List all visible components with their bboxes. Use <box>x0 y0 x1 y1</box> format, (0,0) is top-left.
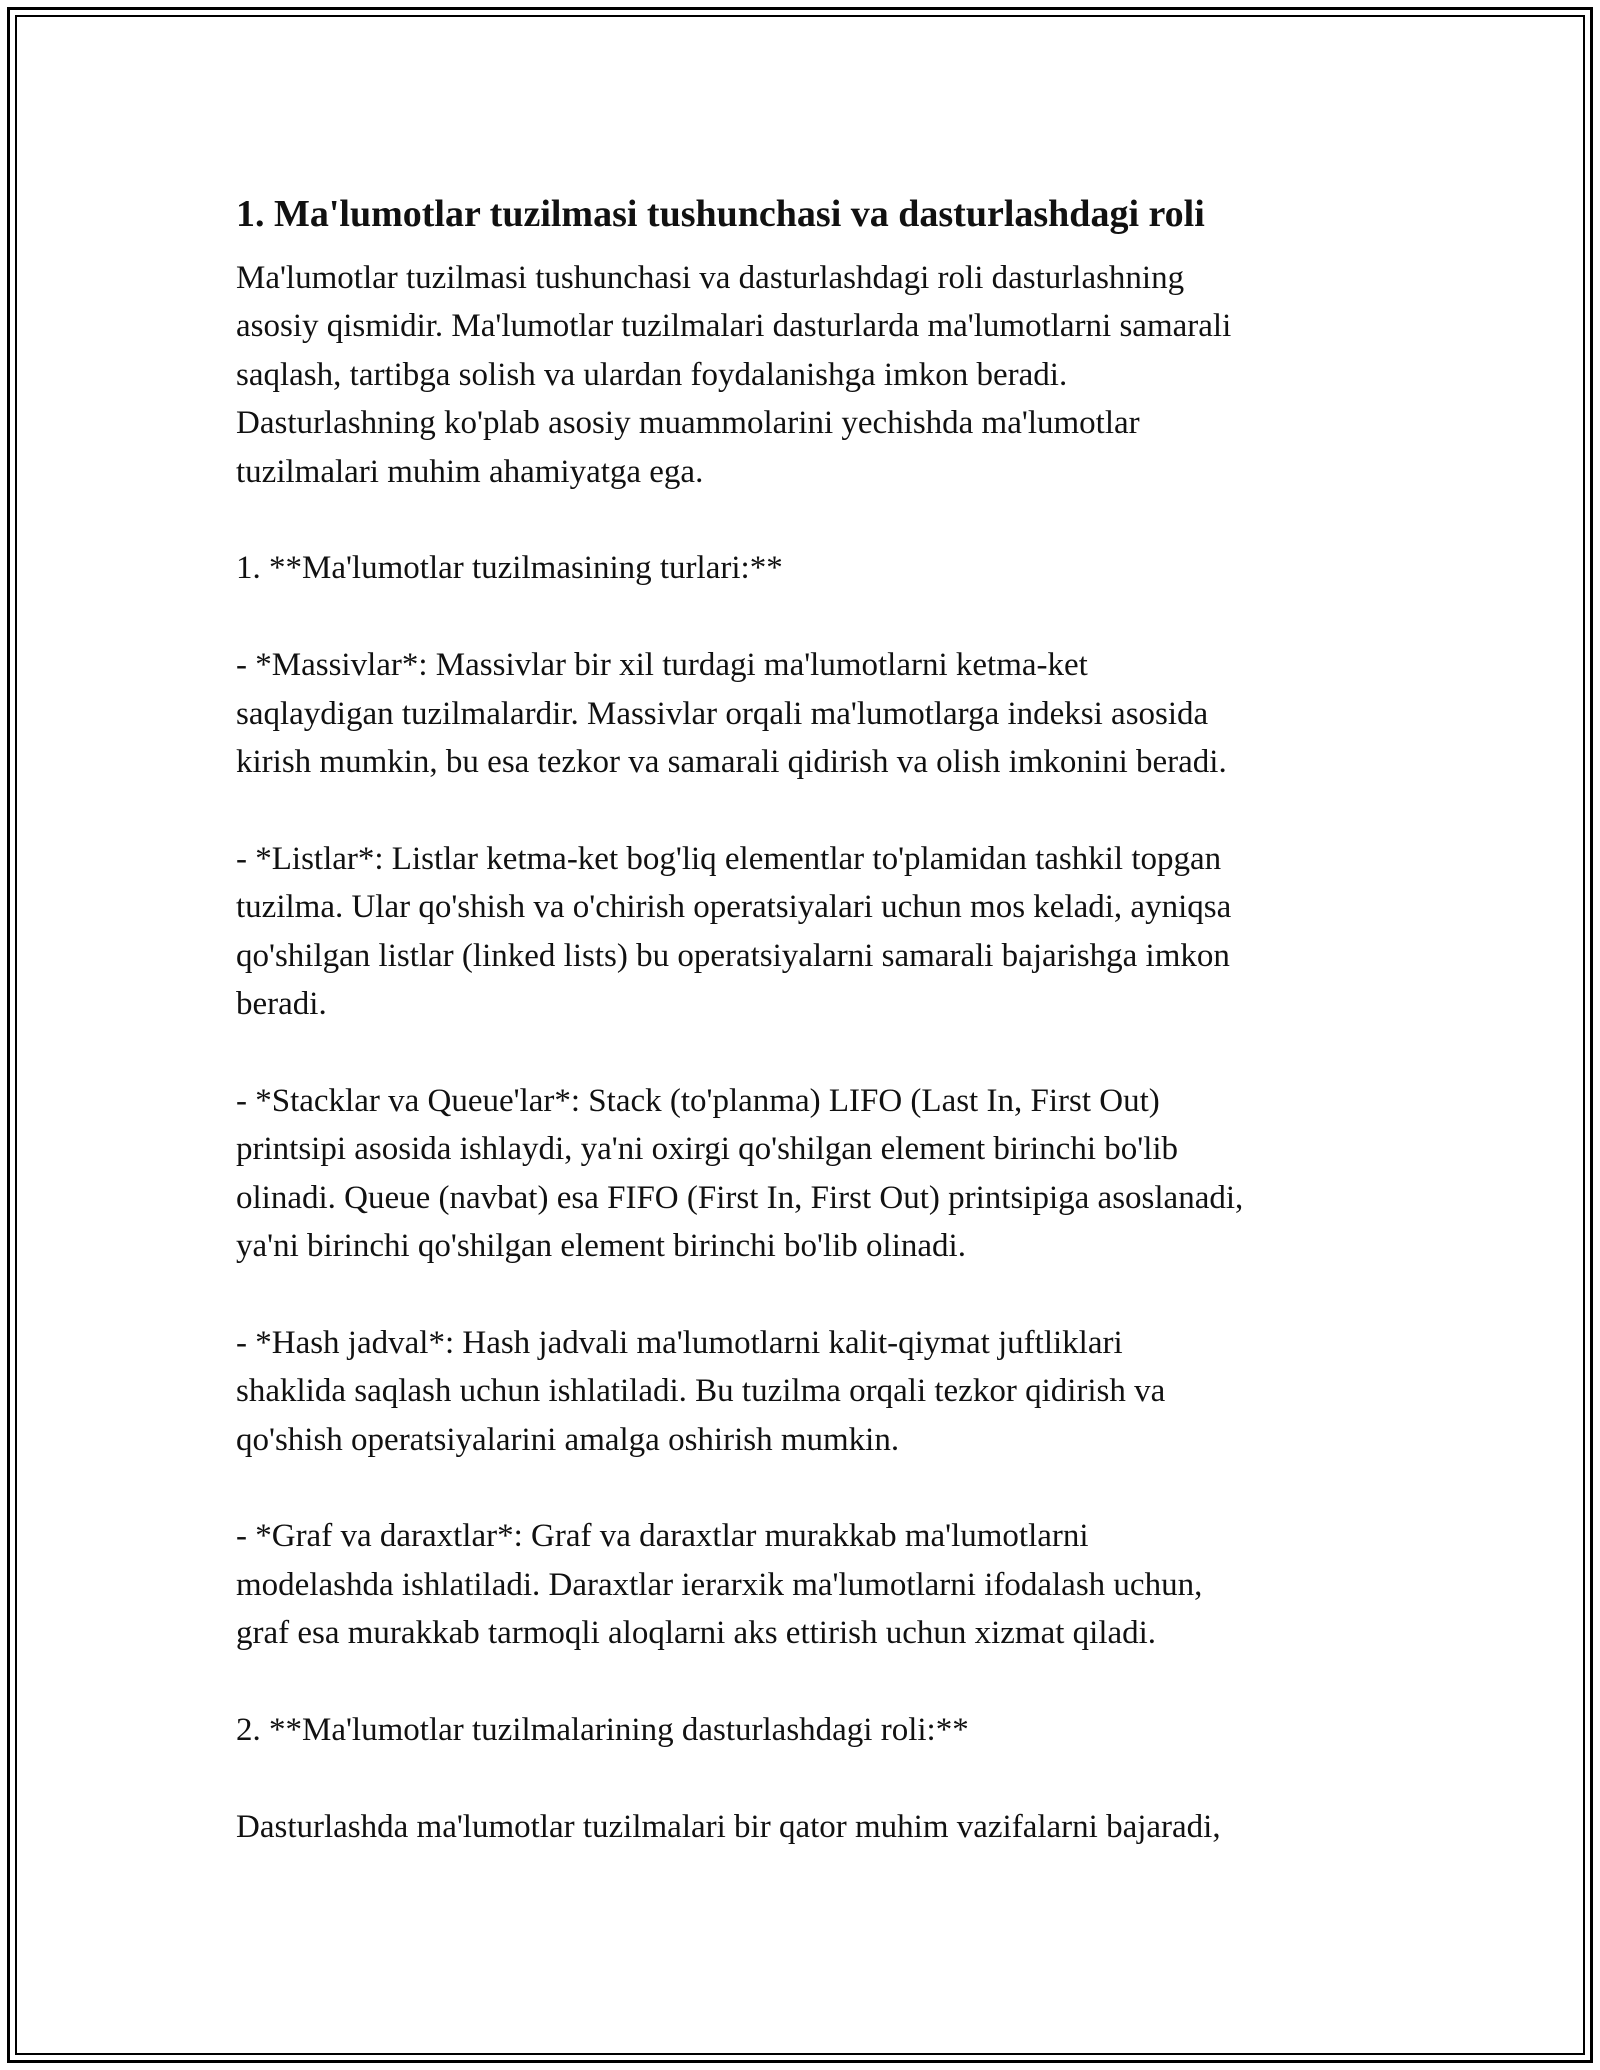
document-body <box>236 186 1386 1851</box>
role-paragraph: Dasturlashda ma'lumotlar tuzilmalari bir qator muhim vazifalarni bajaradi, <box>236 1808 1221 1845</box>
list-item-lists: - *Listlar*: Listlar ketma-ket bog'liq elementlar to'plamidan tashkil topgan tuzilma. Ular qo'shish va o'chirish operatsiyalari uchun mos keladi, ayniqsa qo'shilgan listlar (linked lists) bu operatsiyalarni samarali bajarishga imkon beradi. <box>236 840 1232 1023</box>
list-item-stacks-queues: - *Stacklar va Queue'lar*: Stack (to'planma) LIFO (Last In, First Out) printsipi asosida ishlaydi, ya'ni oxirgi qo'shilgan element birinchi bo'lib olinadi. Queue (navbat) esa FIFO (First In, First Out) printsipiga asoslanadi, ya'ni birinchi qo'shilgan element birinchi bo'lib olinadi. <box>236 1082 1244 1265</box>
list-item-hash-table: - *Hash jadval*: Hash jadvali ma'lumotlarni kalit-qiymat juftliklari shaklida saqlash uchun ishlatiladi. Bu tuzilma orqali tezkor qidirish va qo'shish operatsiyalarini amalga oshirish mumkin. <box>236 1324 1166 1458</box>
intro-paragraph: Ma'lumotlar tuzilmasi tushunchasi va dasturlashdagi roli dasturlashning asosiy qismidir. Ma'lumotlar tuzilmalari dasturlarda ma'lumotlarni samarali saqlash, tartibga solish va ulardan foydalanishga imkon beradi. Dasturlashning ko'plab asosiy muammolarini yechishda ma'lumotlar tuzilmalari muhim ahamiyatga ega. <box>236 260 1232 490</box>
list-item-arrays: - *Massivlar*: Massivlar bir xil turdagi ma'lumotlarni ketma-ket saqlaydigan tuzilmalardir. Massivlar orqali ma'lumotlarga indeksi asosida kirish mumkin, bu esa tezkor va samarali qidirish va olish imkonini beradi. <box>236 647 1227 781</box>
section-heading: 1. Ma'lumotlar tuzilmasi tushunchasi va dasturlashdagi roli <box>236 193 1205 235</box>
list-heading-role: 2. **Ma'lumotlar tuzilmalarining dasturlashdagi roli:** <box>236 1712 969 1749</box>
list-heading-types: 1. **Ma'lumotlar tuzilmasining turlari:** <box>236 550 783 587</box>
list-item-graphs-trees: - *Graf va daraxtlar*: Graf va daraxtlar murakkab ma'lumotlarni modelashda ishlatiladi. Daraxtlar ierarxik ma'lumotlarni ifodalash uchun, graf esa murakkab tarmoqli aloqlarni aks ettirish uchun xizmat qiladi. <box>236 1518 1203 1652</box>
